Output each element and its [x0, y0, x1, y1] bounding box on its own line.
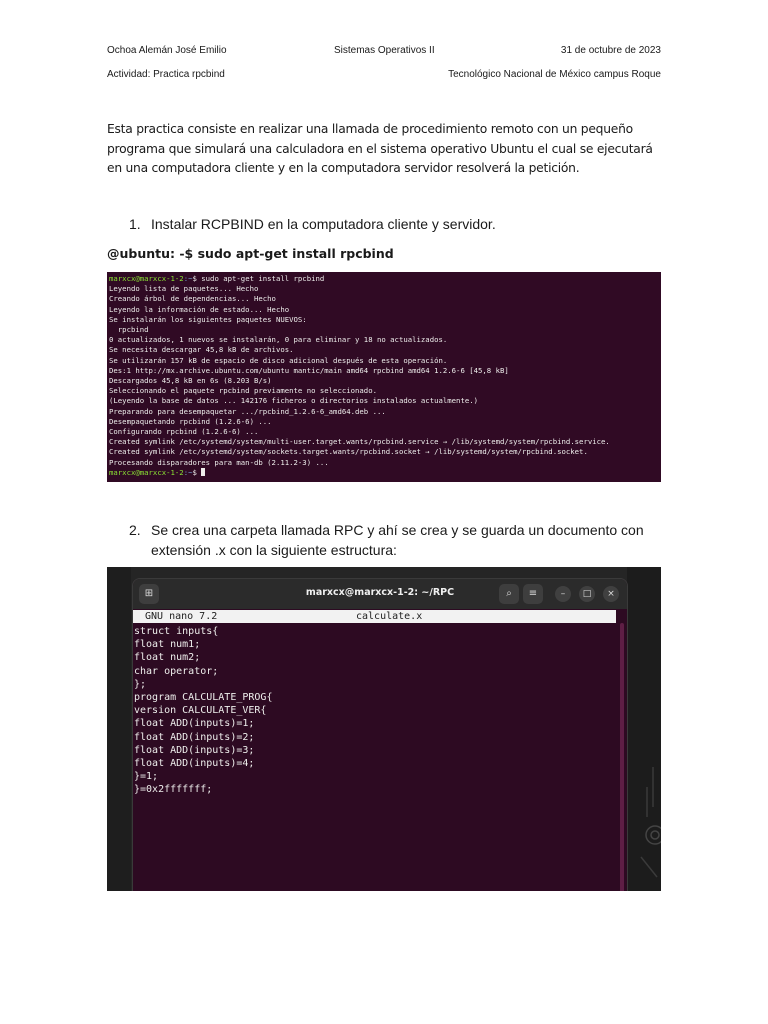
prompt-command: $ sudo apt-get install rpcbind	[192, 274, 325, 283]
terminal-output-line: (Leyendo la base de datos ... 142176 ficheros o directorios instalados actualmente.)	[109, 396, 479, 406]
new-tab-icon[interactable]: ⊞	[139, 584, 159, 604]
code-line: version CALCULATE_VER{	[134, 705, 267, 717]
minimize-icon[interactable]: –	[555, 586, 571, 602]
install-command: @ubuntu: -$ sudo apt-get install rpcbind	[107, 246, 394, 261]
nano-version: GNU nano 7.2	[145, 611, 218, 622]
code-line: struct inputs{	[134, 626, 219, 637]
window-titlebar	[133, 579, 627, 609]
terminal-output-line: Configurando rpcbind (1.2.6-6) ...	[109, 427, 259, 437]
step-2-number: 2.	[129, 522, 141, 538]
prompt-path: :~	[183, 274, 193, 283]
code-line: };	[134, 678, 147, 690]
close-icon[interactable]: ×	[603, 586, 619, 602]
terminal-output-line: Created symlink /etc/systemd/system/sockets.target.wants/rpcbind.socket → /lib/systemd/system/rpcbind.socket.	[109, 447, 588, 457]
header-activity: Actividad: Practica rpcbind	[107, 69, 225, 80]
nano-screenshot	[107, 567, 661, 891]
code-line: float ADD(inputs)=2;	[134, 731, 255, 743]
terminal-output-line: Desempaquetando rpcbind (1.2.6-6) ...	[109, 416, 272, 426]
terminal-cursor	[201, 468, 205, 476]
maximize-icon[interactable]: □	[579, 586, 595, 602]
header-institution: Tecnológico Nacional de México campus Roque	[448, 69, 661, 80]
nano-filename: calculate.x	[356, 611, 423, 622]
terminal-output-line: Procesando disparadores para man-db (2.11.2-3) ...	[109, 457, 329, 467]
terminal-output-line: 0 actualizados, 1 nuevos se instalarán, 0 para eliminar y 18 no actualizados.	[109, 335, 448, 345]
terminal-output-lines	[109, 284, 659, 468]
terminal-output-line: Leyendo la información de estado... Hecho	[109, 304, 290, 314]
menu-icon[interactable]: ≡	[523, 584, 543, 604]
terminal-output-line: Se utilizarán 157 kB de espacio de disco adicional después de esta operación.	[109, 355, 448, 365]
search-icon[interactable]: ⌕	[499, 584, 519, 604]
end-prompt-command: $	[192, 467, 202, 477]
terminal-output-line: Creando árbol de dependencias... Hecho	[109, 294, 276, 304]
terminal-output-line: Preparando para desempaquetar .../rpcbind_1.2.6-6_amd64.deb ...	[109, 406, 386, 416]
code-editor[interactable]	[133, 625, 617, 797]
terminal-output-line: Des:1 http://mx.archive.ubuntu.com/ubuntu mantic/main amd64 rpcbind amd64 1.2.6-6 [45,8 kB]	[109, 365, 509, 375]
code-line: float num1;	[134, 639, 201, 651]
code-line: float ADD(inputs)=4;	[134, 758, 255, 770]
prompt-user: marxcx@marxcx-1-2	[109, 274, 184, 283]
code-line: float ADD(inputs)=1;	[134, 718, 255, 730]
terminal-install-output	[107, 272, 661, 482]
end-prompt-path: :~	[183, 467, 193, 477]
desktop-right-edge	[627, 567, 661, 891]
header-author: Ochoa Alemán José Emilio	[107, 45, 227, 56]
step-2-text: Se crea una carpeta llamada RPC y ahí se crea y se guarda un documento con extensión .x con la siguiente estructura:	[151, 522, 644, 558]
terminal-output-line: Leyendo lista de paquetes... Hecho	[109, 284, 259, 294]
desktop-left-edge	[107, 567, 131, 891]
wallpaper-decoration-icon	[627, 567, 661, 891]
terminal-output-line: Descargados 45,8 kB en 6s (8.203 B/s)	[109, 376, 272, 386]
terminal-end-prompt-line	[109, 468, 659, 478]
intro-paragraph: Esta practica consiste en realizar una llamada de procedimiento remoto con un pequeño programa que simulará una calculadora en el sistema operativo Ubuntu el cual se ejecutará en una computadora cliente y en la computadora servidor resolverá la petición.	[107, 122, 653, 175]
nano-header-bar	[133, 610, 616, 623]
end-prompt-user: marxcx@marxcx-1-2	[109, 467, 184, 477]
window-title: marxcx@marxcx-1-2: ~/RPC	[305, 587, 455, 598]
terminal-output-line: Se necesita descargar 45,8 kB de archivos.	[109, 345, 294, 355]
header-course: Sistemas Operativos II	[334, 45, 435, 56]
scrollbar[interactable]	[620, 623, 624, 891]
terminal-prompt-line	[109, 274, 659, 284]
code-line: }=0x2fffffff;	[134, 784, 213, 796]
step-1-text: Instalar RCPBIND en la computadora cliente y servidor.	[151, 216, 496, 232]
code-line: char operator;	[134, 665, 219, 677]
code-line: float ADD(inputs)=3;	[134, 744, 255, 756]
terminal-output-line: Se instalarán los siguientes paquetes NUEVOS:	[109, 314, 307, 324]
code-line: float num2;	[134, 652, 201, 664]
terminal-window	[132, 578, 628, 891]
code-line: }=1;	[134, 771, 159, 783]
terminal-output-line: Created symlink /etc/systemd/system/multi-user.target.wants/rpcbind.service → /lib/systemd/system/rpcbind.service.	[109, 437, 610, 447]
code-line: program CALCULATE_PROG{	[134, 692, 273, 704]
step-1-number: 1.	[129, 216, 141, 232]
header-date: 31 de octubre de 2023	[560, 45, 661, 56]
terminal-output-line: Seleccionando el paquete rpcbind previamente no seleccionado.	[109, 386, 377, 396]
terminal-output-line: rpcbind	[109, 325, 149, 335]
